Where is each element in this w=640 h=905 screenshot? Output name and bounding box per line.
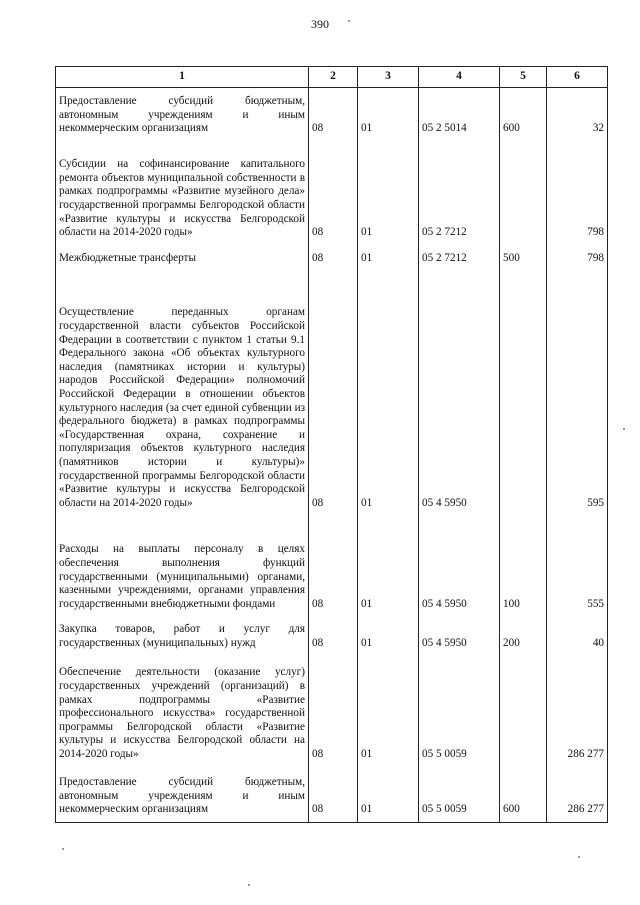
row-name: Межбюджетные трансферты [56, 245, 309, 271]
row-section: 08 [309, 616, 358, 655]
table-row [56, 141, 608, 245]
row-expense-type: 100 [500, 515, 547, 616]
table-row [56, 270, 608, 515]
row-target-code: 05 5 0059 [419, 767, 500, 823]
row-target-code: 05 2 5014 [419, 88, 500, 141]
row-name: Расходы на выплаты персоналу в целях обеспечения выполнения функций государственными (муниципальными) органами, казенными учреждениями, органами управления государственными внебюджетными фондами [56, 515, 309, 616]
table-row [56, 88, 608, 141]
row-subsection: 01 [358, 767, 419, 823]
table-row [56, 515, 608, 616]
row-subsection: 01 [358, 270, 419, 515]
row-name: Закупка товаров, работ и услуг для государственных (муниципальных) нужд [56, 616, 309, 655]
table-row [56, 767, 608, 823]
row-amount: 40 [547, 616, 608, 655]
row-target-code: 05 4 5950 [419, 616, 500, 655]
row-subsection: 01 [358, 88, 419, 141]
table-row [56, 616, 608, 655]
header-row [56, 67, 608, 88]
row-name: Обеспечение деятельности (оказание услуг) государственных учреждений (организаций) в рамках подпрограммы «Развитие профессионального искусства» государственной программы Белгородской области «Развитие культуры и искусства Белгородской области на 2014-2020 годы» [56, 656, 309, 767]
row-amount: 798 [547, 141, 608, 245]
column-header-2: 2 [309, 67, 358, 88]
column-header-5: 5 [500, 67, 547, 88]
row-expense-type: 500 [500, 245, 547, 271]
scan-speck [248, 884, 250, 886]
row-target-code: 05 4 5950 [419, 515, 500, 616]
column-header-6: 6 [547, 67, 608, 88]
row-amount: 555 [547, 515, 608, 616]
row-section: 08 [309, 767, 358, 823]
scan-speck [623, 428, 625, 430]
row-expense-type [500, 141, 547, 245]
row-section: 08 [309, 88, 358, 141]
row-name: Предоставление субсидий бюджетным, автономным учреждениям и иным некоммерческим организациям [56, 767, 309, 823]
page-number: 390 [311, 17, 329, 31]
row-target-code: 05 4 5950 [419, 270, 500, 515]
column-header-3: 3 [358, 67, 419, 88]
row-name: Предоставление субсидий бюджетным, автономным учреждениям и иным некоммерческим организациям [56, 88, 309, 141]
row-expense-type: 600 [500, 88, 547, 141]
row-amount: 32 [547, 88, 608, 141]
row-expense-type: 200 [500, 616, 547, 655]
row-subsection: 01 [358, 656, 419, 767]
row-target-code: 05 2 7212 [419, 245, 500, 271]
row-target-code: 05 5 0059 [419, 656, 500, 767]
row-amount: 286 277 [547, 656, 608, 767]
row-name: Осуществление переданных органам государственной власти субъектов Российской Федерации в соответствии с пунктом 1 статьи 9.1 Федерального закона «Об объектах культурного наследия (памятниках истории и культуры) народов Российской Федерации» полномочий Российской Федерации в отношении объектов культурного наследия (за счет единой субвенции из федерального бюджета) в рамках подпрограммы «Государственная охрана, сохранение и популяризация объектов культурного наследия (памятников истории и культуры)» государственной программы Белгородской области «Развитие культуры и искусства Белгородской области на 2014-2020 годы» [56, 270, 309, 515]
row-section: 08 [309, 656, 358, 767]
row-section: 08 [309, 141, 358, 245]
row-section: 08 [309, 270, 358, 515]
row-expense-type: 600 [500, 767, 547, 823]
row-amount: 798 [547, 245, 608, 271]
column-header-1: 1 [56, 67, 309, 88]
row-section: 08 [309, 515, 358, 616]
row-subsection: 01 [358, 515, 419, 616]
budget-table [55, 66, 608, 823]
row-amount: 286 277 [547, 767, 608, 823]
scan-speck [348, 20, 350, 22]
row-subsection: 01 [358, 141, 419, 245]
row-expense-type [500, 270, 547, 515]
row-subsection: 01 [358, 245, 419, 271]
row-expense-type [500, 656, 547, 767]
column-header-4: 4 [419, 67, 500, 88]
table-row [56, 245, 608, 271]
scan-speck [578, 856, 580, 858]
scan-speck [62, 848, 64, 850]
row-amount: 595 [547, 270, 608, 515]
row-subsection: 01 [358, 616, 419, 655]
row-section: 08 [309, 245, 358, 271]
row-name: Субсидии на софинансирование капитального ремонта объектов муниципальной собственности в рамках подпрограммы «Развитие музейного дела» государственной программы Белгородской области «Развитие культуры и искусства Белгородской области на 2014-2020 годы» [56, 141, 309, 245]
row-target-code: 05 2 7212 [419, 141, 500, 245]
table-row [56, 656, 608, 767]
